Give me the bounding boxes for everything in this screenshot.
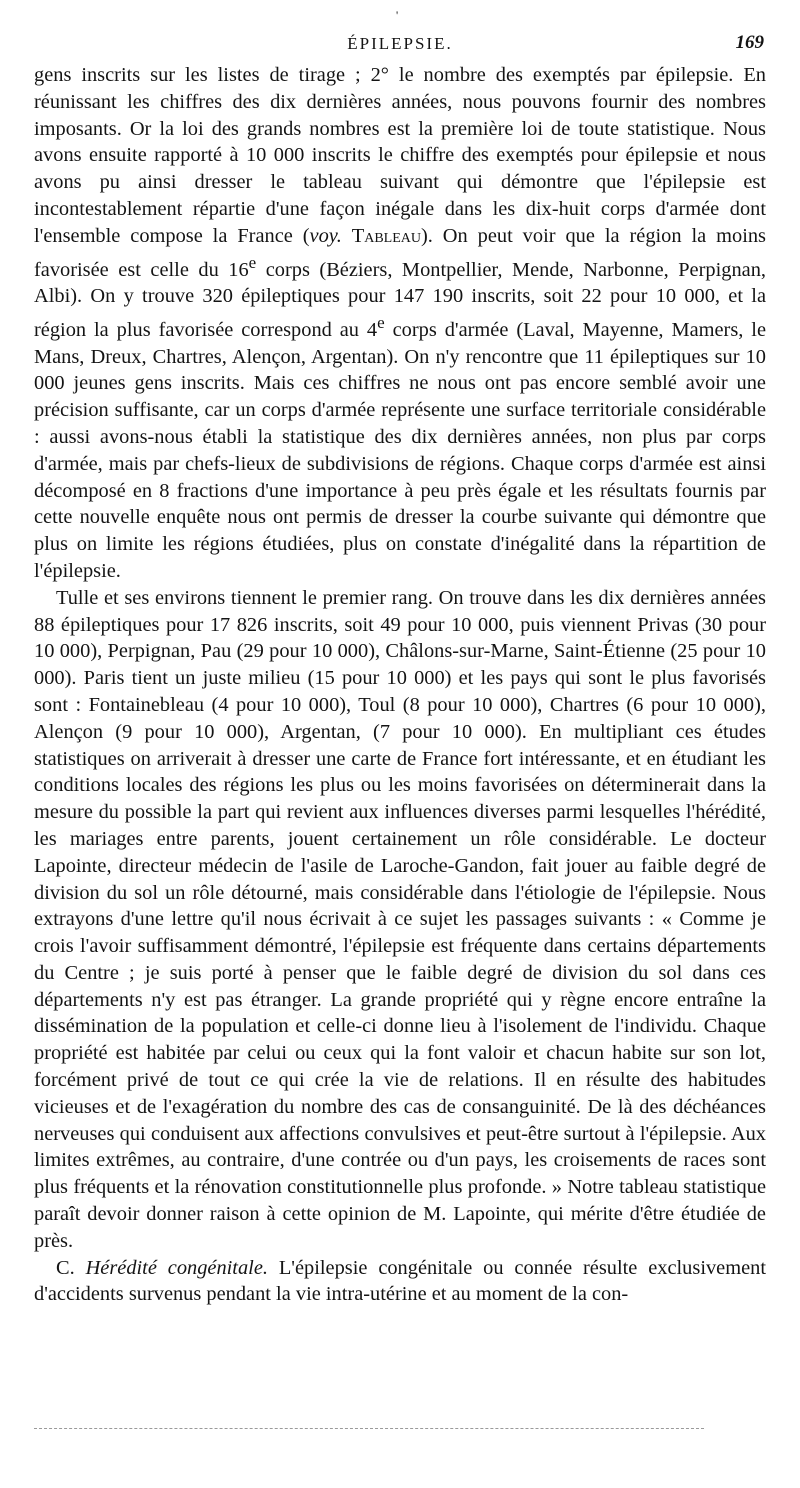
text-run: e bbox=[377, 312, 385, 332]
paragraph-2 bbox=[34, 585, 766, 1255]
text-run: gens inscrits sur les listes de tirage ; 2° le nombre des exemptés par épilepsie. En réunissant les chiffres des dix dernières années, nous pouvons fournir des nombres imposants. Or la loi des grands nombres est la première loi de toute statistique. Nous avons ensuite rapporté à 10 000 inscrits le chiffre des exemptés pour épilepsie et nous avons pu ainsi dresser le tableau suivant qui démontre que l'épilepsie est incontestablement répartie d'une façon inégale dans les dix-huit corps d'armée dont l'ensemble compose la France ( bbox=[34, 64, 766, 247]
text-run: Tulle et ses environs tiennent le premier rang. On trouve dans les dix dernières années 88 épileptiques pour 17 826 inscrits, soit 49 pour 10 000, puis viennent Privas (30 pour 10 000), Perpignan, Pau (29 pour 10 000), Châlons-sur-Marne, Saint-Étienne (25 pour 10 000). Paris tient un juste milieu (15 pour 10 000) et les pays qui sont le plus favorisés sont : Fontainebleau (4 pour 10 000), Toul (8 pour 10 000), Chartres (6 pour 10 000), Alençon (9 pour 10 000), Argentan, (7 pour 10 000). En multipliant ces études statistiques on arriverait à dresser une carte de France fort intéressante, et en étudiant les conditions locales des régions les plus ou les moins favorisées on déterminerait dans la mesure du possible la part qui revient aux influences diverses parmi lesquelles l'hérédité, les mariages entre parents, jouent certainement un rôle considérable. Le docteur Lapointe, directeur médecin de l'asile de Laroche-Gandon, fait jouer au faible degré de division du sol un rôle détourné, mais considérable dans l'étiologie de l'épilepsie. Nous extrayons d'une lettre qu'il nous écrivait à ce sujet les passages suivants : « Comme je crois l'avoir suffisamment démontré, l'épilepsie est fréquente dans certains départements du Centre ; je suis porté à penser que le faible degré de division du sol dans ces départements n'y est pas étranger. La grande propriété qui y règne encore entraîne la dissémination de la population et celle-ci donne lieu à l'isolement de l'individu. Chaque propriété est habitée par celui ou ceux qui la font valoir et chacun habite sur son lot, forcément privé de tout ce qui crée la vie de relations. Il en résulte des habitudes vicieuses et de l'exagération du nombre des cas de consanguinité. De là des déchéances nerveuses qui conduisent aux affections convulsives et peut-être surtout à l'épilepsie. Aux limites extrêmes, au contraire, d'une contrée ou d'un pays, les croisements de races sont plus fréquents et la rénovation constitutionnelle plus profonde. » Notre tableau statistique paraît devoir donner raison à cette opinion de M. Lapointe, qui mérite d'être étudiée de près. bbox=[34, 586, 766, 1252]
text-run: ). On peut voir que la région la moins favorisée est celle du 16 bbox=[34, 224, 766, 281]
text-run: Hérédité congénitale. bbox=[85, 1256, 268, 1279]
page-header bbox=[34, 8, 766, 62]
text-run: corps d'armée (Laval, Mayenne, Mamers, le Mans, Dreux, Chartres, Alençon, Argentan). On n'y rencontre que 11 épileptiques sur 10 000 jeunes gens inscrits. Mais ces chiffres ne nous ont pas encore semblé avoir une précision suffisante, car un corps d'armée représente une surface territoriale considérable : aussi avons-nous établi la statistique des dix dernières années, non plus par corps d'armée, mais par chefs-lieux de subdivisions de régions. Chaque corps d'armée est ainsi décomposé en 8 fractions d'une importance à peu près égale et les résultats fournis par cette nouvelle enquête nous ont permis de dresser la courbe suivante qui démontre que plus on limite les régions étudiées, plus on constate d'inégalité dans la répartition de l'épilepsie. bbox=[34, 318, 767, 582]
text-run: C. bbox=[56, 1256, 86, 1279]
paragraph-3 bbox=[34, 1255, 766, 1309]
text-run: Tableau bbox=[351, 224, 421, 247]
text-run: L'épilepsie congénitale ou connée résulte exclusivement d'accidents survenus pendant la vie intra-utérine et au moment de la con- bbox=[34, 1256, 766, 1306]
text-run: e bbox=[248, 252, 257, 272]
text-run: voy. bbox=[309, 224, 342, 247]
page-number: 169 bbox=[735, 32, 764, 53]
stray-mark: ' bbox=[396, 8, 399, 22]
body-text bbox=[34, 62, 766, 1308]
footer-rule bbox=[34, 1428, 704, 1429]
running-title: ÉPILEPSIE. bbox=[347, 34, 453, 53]
page bbox=[34, 8, 767, 1308]
text-run bbox=[342, 225, 352, 247]
paragraph-1 bbox=[34, 62, 766, 585]
text-run: corps (Béziers, Montpellier, Mende, Narbonne, Perpignan, Albi). On y trouve 320 épileptiques pour 147 190 inscrits, soit 22 pour 10 000, et la région la plus favorisée correspond au 4 bbox=[34, 258, 766, 341]
